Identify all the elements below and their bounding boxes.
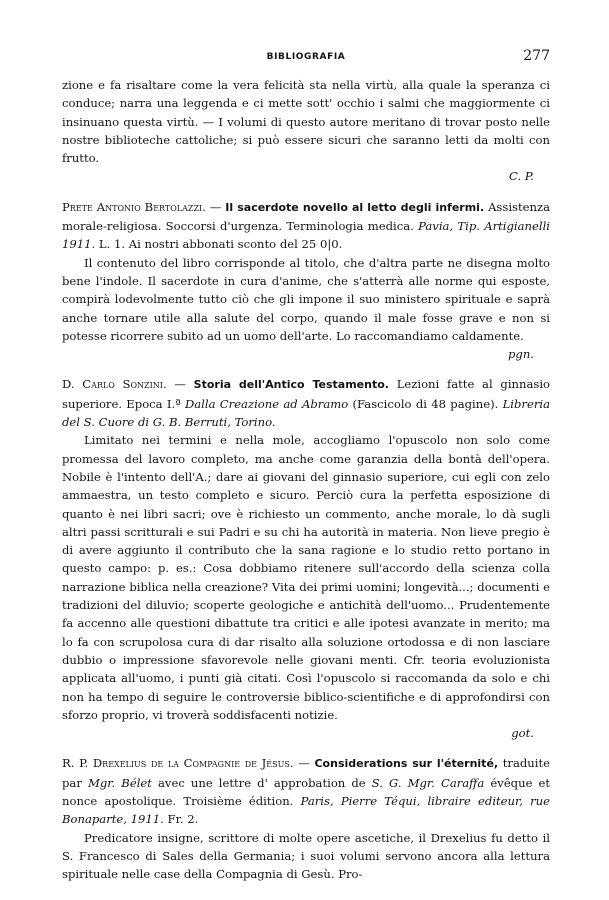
review-body-text: Predicatore insigne, scrittore di molte opere ascetiche, il Drexelius fu detto il S. Francesco di Sales della Germania; i suoi volumi servono ancora alla lettura spirituale nelle case della Compagnia di Gesù. Pro- <box>62 830 550 882</box>
review-translator: Mgr. Bélet <box>87 775 152 790</box>
review-book-details: avec une lettre d' approbation de <box>158 775 366 790</box>
page-body <box>62 76 550 883</box>
review-book-details: Assistenza morale-religiosa. Soccorsi d'urgenza. Terminologia medica. <box>62 199 550 234</box>
review-continuation-text: zione e fa risaltare come la vera felicità sta nella virtù, alla quale la speranza ci conduce; narra una leggenda e ci mette sott' occhio i salmi che maggiormente ci insinuano questa virtù. — I volumi di questo autore meritano di trovar posto nelle nostre biblioteche cattoliche; si può essere sicuri che saranno letti da molti con frutto. <box>62 78 550 166</box>
review-book-title: Il sacerdote novello al letto degli infermi. <box>225 200 485 214</box>
review-entry-heading: Prete Antonio Bertolazzi. — Il sacerdote novello al letto degli infermi. Assistenza morale-religiosa. Soccorsi d'urgenza. Terminologia medica. Pavia, Tip. Artigianelli 1911. L. 1. Ai nostri abbonati sconto del 25 0|0. <box>62 199 550 252</box>
review-book-details: traduite par <box>62 756 550 790</box>
review-imprint: Pavia, Tip. Artigianelli 1911. <box>62 219 550 252</box>
review-book-subtitle: Dalla Creazione ad Abramo <box>184 396 349 411</box>
review-author: Prete Antonio Bertolazzi. <box>62 199 206 214</box>
review-book-details: Lezioni fatte al ginnasio superiore. Epoca I.ª <box>62 377 551 411</box>
page-number: 277 <box>523 48 550 64</box>
review-book-title: Storia dell'Antico Testamento. <box>193 378 389 392</box>
review-approver: S. G. Mgr. Caraffa <box>371 775 485 790</box>
review-entry-heading: D. Carlo Sonzini. — Storia dell'Antico Testamento. Lezioni fatte al ginnasio superiore. Epoca I.ª Dalla Creazione ad Abramo (Fascicolo di 48 pagine). Libreria del S. Cuore di G. B. Berruti, Torino. <box>62 377 551 430</box>
review-price: Fr. 2. <box>167 812 199 827</box>
review-imprint: Libreria del S. Cuore di G. B. Berruti, Torino. <box>62 396 550 430</box>
review-signoff: got. <box>511 726 534 741</box>
page-header <box>62 48 550 68</box>
review-book-details: (Fascicolo di 48 pagine). <box>352 396 499 411</box>
review-imprint: Paris, Pierre Téqui, libraire editeur, rue Bonaparte, 1911. <box>62 793 551 827</box>
review-signoff: C. P. <box>509 169 534 184</box>
review-body-text: Limitato nei termini e nella mole, accogliamo l'opuscolo non solo come promessa del lavoro completo, ma anche come garanzia della bontà dell'opera. Nobile è l'intento dell'A.; dare ai giovani del ginnasio superiore, cui egli con zelo ammaestra, un testo completo e sicuro. Perciò cura la perfetta esposizione di quanto è nei libri sacri; ove è richiesto un commento, anche morale, lo dà sugli altri passi scritturali e sui Padri e su chi ha autorità in materia. Non lieve pregio è di avere aggiunto il contributo che la sana ragione e lo studio retto portano in questo campo: p. es.: Cosa dobbiamo ritenere sull'accordo della scienza colla narrazione biblica nella creazione? Vita dei primi uomini; longevità...; documenti e tradizioni del diluvio; scoperte geologiche e antichità dell'uomo... Prudentemente fa accenno alle questioni dibattute tra critici e alle ipotesi avanzate in merito; ma lo fa con scrupolosa cura di dar risalto alla soluzione ortodossa e di non lasciare dubbio o impressione sfavorevole nelle giovani menti. Cfr. teoria evoluzionista applicata all'uomo, i punti già citati. Così l'opuscolo si raccomanda da solo e chi non ha tempo di seguire le controversie biblico-scientifiche e di approfondirsi con sforzo proprio, vi troverà soddisfacenti notizie. <box>62 433 550 722</box>
review-price: L. 1. Ai nostri abbonati sconto del 25 0|0. <box>98 237 343 252</box>
review-book-title: Considerations sur l'éternité, <box>314 757 499 771</box>
review-signoff: pgn. <box>508 347 534 362</box>
review-body-text: Il contenuto del libro corrisponde al titolo, che d'altra parte ne disegna molto bene l'indole. Il sacerdote in cura d'anime, che s'atterrà alle norme qui esposte, compirà lodevolmente tutto ciò che gli impone il suo ministero spirituale e saprà anche tornare utile alla salute del corpo, quando il male fosse grave e non si potesse ricorrere subito ad un uomo dell'arte. Lo raccomandiamo caldamente. <box>62 255 550 343</box>
review-author: D. Carlo Sonzini. <box>62 377 167 392</box>
review-book-details: évêque et nonce apostolique. Troisième édition. <box>62 775 551 808</box>
review-entry-heading: R. P. Drexelius de la Compagnie de Jésus. — Considerations sur l'éternité, traduite par Mgr. Bélet avec une lettre d' approbation de S. G. Mgr. Caraffa évêque et nonce apostolique. Troisième édition. Paris, Pierre Téqui, libraire editeur, rue Bonaparte, 1911. Fr. 2. <box>62 756 551 827</box>
running-title: BIBLIOGRAFIA <box>266 52 346 62</box>
review-author: R. P. Drexelius de la Compagnie de Jésus. <box>62 756 294 771</box>
